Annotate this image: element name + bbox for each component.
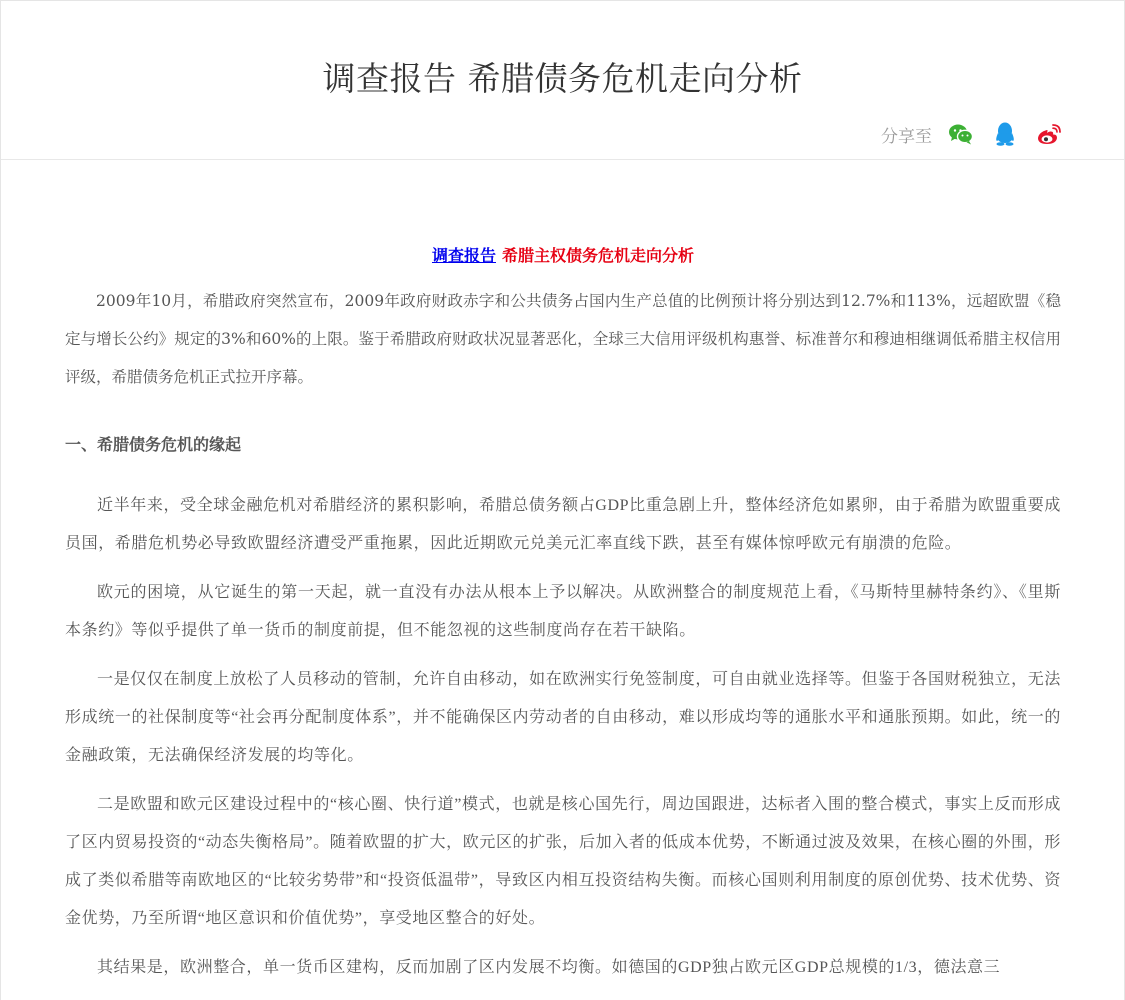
share-bar — [881, 121, 1062, 147]
report-link[interactable]: 调查报告 — [431, 246, 496, 265]
qq-icon[interactable] — [992, 121, 1018, 147]
paragraph-2: 欧元的困境，从它诞生的第一天起，就一直没有办法从根本上予以解决。从欧洲整合的制度规范上看，《马斯特里赫特条约》、《里斯本条约》等似乎提供了单一货币的制度前提，但不能忽视的这些制度尚存在若干缺陷。 — [65, 584, 1061, 639]
intro-paragraph: 2009年10月，希腊政府突然宣布，2009年政府财政赤字和公共债务占国内生产总值的比例预计将分别达到12.7%和113%，远超欧盟《稳定与增长公约》规定的3%和60%的上限。鉴于希腊政府财政状况显著恶化，全球三大信用评级机构惠誉、标准普尔和穆迪相继调低希腊主权信用评级，希腊债务危机正式拉开序幕。 — [65, 292, 1061, 386]
paragraph-5: 其结果是，欧洲整合，单一货币区建构，反而加剧了区内发展不均衡。如德国的GDP独占欧元区GDP总规模的1/3，德法意三 — [97, 959, 1001, 976]
article-subtitle — [65, 244, 1061, 268]
paragraph-1: 近半年来，受全球金融危机对希腊经济的累积影响，希腊总债务额占GDP比重急剧上升，整体经济危如累卵，由于希腊为欧盟重要成员国，希腊危机势必导致欧盟经济遭受严重拖累，因此近期欧元兑美元汇率直线下跌，甚至有媒体惊呼欧元有崩溃的危险。 — [65, 497, 1061, 552]
article-body — [1, 244, 1124, 987]
share-label: 分享至 — [881, 126, 932, 147]
weibo-icon[interactable] — [1036, 121, 1062, 147]
paragraph-4: 二是欧盟和欧元区建设过程中的“核心圈、快行道”模式，也就是核心国先行，周边国跟进，达标者入围的整合模式，事实上反而形成了区内贸易投资的“动态失衡格局”。随着欧盟的扩大，欧元区的扩张，后加入者的低成本优势，不断通过波及效果，在核心圈的外围，形成了类似希腊等南欧地区的“比较劣势带”和“投资低温带”，导致区内相互投资结构失衡。而核心国则利用制度的原创优势、技术优势、资金优势，乃至所谓“地区意识和价值优势”，享受地区整合的好处。 — [65, 796, 1061, 927]
paragraph-3: 一是仅仅在制度上放松了人员移动的管制，允许自由移动，如在欧洲实行免签制度，可自由就业选择等。但鉴于各国财税独立，无法形成统一的社保制度等“社会再分配制度体系”，并不能确保区内劳动者的自由移动，难以形成均等的通胀水平和通胀预期。如此，统一的金融政策，无法确保经济发展的均等化。 — [65, 671, 1061, 764]
article-header — [1, 1, 1124, 160]
subtitle-text: 希腊主权债务危机走向分析 — [502, 246, 695, 265]
section-heading: 一、希腊债务危机的缘起 — [65, 435, 242, 454]
page-title: 调查报告 希腊债务危机走向分析 — [322, 59, 803, 98]
wechat-icon[interactable] — [948, 121, 974, 147]
